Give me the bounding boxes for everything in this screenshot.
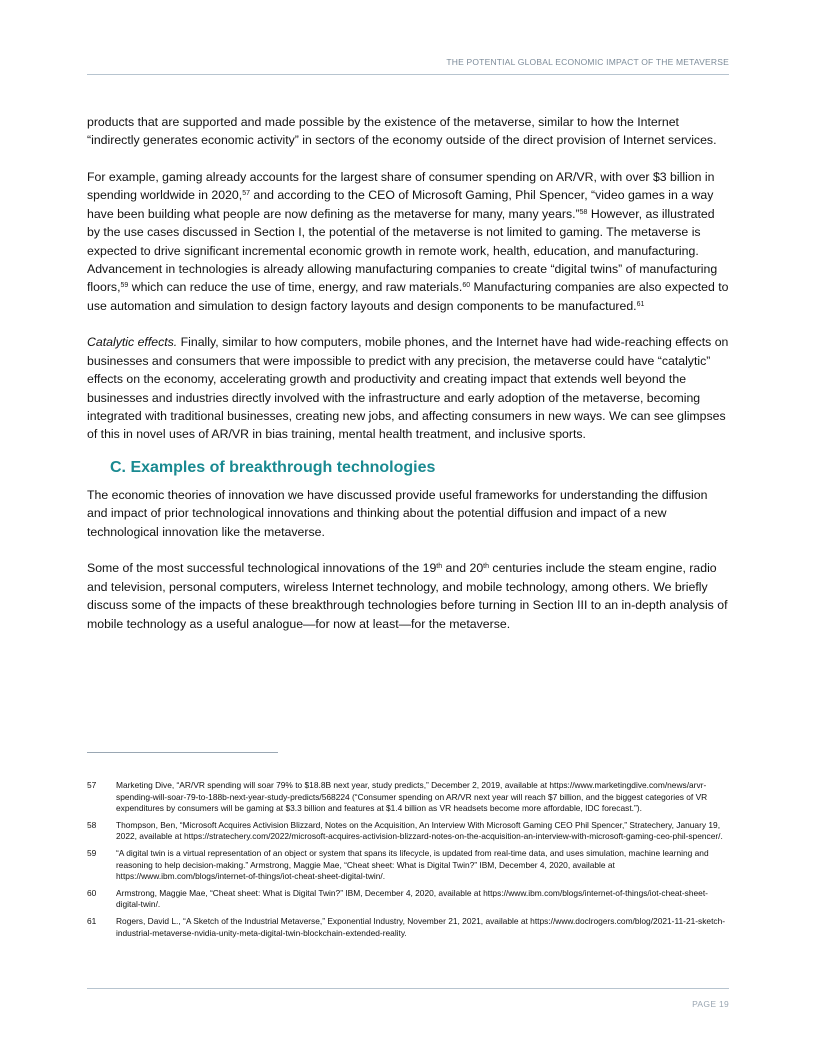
- paragraph-innovations-text-1: Some of the most successful technological innovations of the 19: [87, 561, 437, 576]
- footnote-58: [87, 820, 729, 843]
- footnote-number: 58: [87, 819, 97, 830]
- running-header: THE POTENTIAL GLOBAL ECONOMIC IMPACT OF THE METAVERSE: [446, 57, 729, 67]
- paragraph-gaming-text-3: However, as illustrated by the use cases discussed in Section I, the potential of the metaverse is not limited to gaming. The metaverse is expected to drive significant incremental economic growth in remote work, health, education, and manufacturing. Advancement in technologies is already allowing manufacturing companies to create “digital twins” of manufacturing floors,: [87, 206, 718, 295]
- paragraph-intro: [87, 113, 729, 150]
- paragraph-gaming-text-1: For example, gaming already accounts for the largest share of consumer spending on AR/VR, with over $3 billion in spending worldwide in 2020,: [87, 170, 715, 203]
- paragraph-gaming: [87, 168, 729, 315]
- footnote-ref-61[interactable]: 61: [636, 300, 645, 308]
- footnote-number: 60: [87, 887, 97, 898]
- paragraph-gaming-text-2: and according to the CEO of Microsoft Gaming, Phil Spencer, “video games in a way have been building what people are now defining as the metaverse for many, many years.”: [87, 188, 714, 221]
- paragraph-innovations: [87, 559, 729, 633]
- paragraph-catalytic-text: Finally, similar to how computers, mobile phones, and the Internet have had wide-reaching effects on businesses and consumers that were impossible to predict with any precision, the metaverse could have “catalytic” effects on the economy, accelerating growth and productivity and creating impact that extends well beyond the businesses and industries directly involved with the infrastructure and early adoption of the metaverse, becoming integrated with traditional businesses, creating new jobs, and affecting consumers in new ways. We can see glimpses of this in novel uses of AR/VR in bias training, mental health treatment, and inclusive sports.: [87, 335, 729, 442]
- paragraph-intro-text: products that are supported and made possible by the existence of the metaverse, similar to how the Internet “indirectly generates economic activity” in sectors of the economy outside of the direct provision of Internet services.: [87, 115, 717, 148]
- footnote-59: [87, 848, 729, 883]
- paragraph-innovations-text-3: centuries include the steam engine, radio and television, personal computers, wireless Internet technology, and mobile technology, among others. We briefly discuss some of the impacts of these breakthrough technologies before turning in Section III to an in-depth analysis of mobile technology as a useful analogue—for now at least—for the metaverse.: [87, 561, 728, 631]
- paragraph-innovations-text-2: and 20: [442, 561, 484, 576]
- header-divider: [87, 74, 729, 75]
- footnote-57: [87, 780, 729, 815]
- footnote-ref-57[interactable]: 57: [242, 190, 250, 198]
- paragraph-catalytic: [87, 333, 729, 443]
- footnote-number: 59: [87, 847, 97, 858]
- paragraph-theories: [87, 486, 729, 541]
- section-heading-c: C. Examples of breakthrough technologies: [110, 459, 436, 477]
- footnote-text: Rogers, David L., “A Sketch of the Industrial Metaverse,” Exponential Industry, November 21, 2021, available at https://www.doclrogers.com/blog/2021-11-21-sketch-industrial-metaverse-nvidia-unity-meta-digital-twin-blockchain-extended-reality.: [116, 915, 726, 938]
- paragraph-gaming-text-5: Manufacturing companies are also expected to use automation and simulation to design factory layouts and design components to be manufactured.: [87, 280, 729, 313]
- paragraph-gaming-text-4: which can reduce the use of time, energy, and raw materials.: [128, 280, 463, 295]
- footnote-ref-60[interactable]: 60: [462, 282, 471, 290]
- footnote-text: “A digital twin is a virtual representation of an object or system that spans its lifecycle, is updated from real-time data, and uses simulation, machine learning and reasoning to help decision-making.” Armstrong, Maggie Mae, “Cheat sheet: What is Digital Twin?” IBM, December 4, 2020, available at https://www.ibm.com/blogs/internet-of-things/iot-cheat-sheet-digital-twin/.: [116, 847, 709, 882]
- footnote-text: Armstrong, Maggie Mae, “Cheat sheet: What is Digital Twin?” IBM, December 4, 2020, available at https://www.ibm.com/blogs/internet-of-things/iot-cheat-sheet-digital-twin/.: [116, 887, 708, 910]
- footer-divider: [87, 988, 729, 989]
- footnote-divider: [87, 752, 278, 753]
- footnotes: [87, 780, 729, 944]
- ordinal-suffix-19th: th: [436, 563, 443, 571]
- paragraph-theories-text: The economic theories of innovation we have discussed provide useful frameworks for understanding the diffusion and impact of prior technological innovations and thinking about the potential diffusion and impact of a new technological innovation like the metaverse.: [87, 488, 708, 539]
- catalytic-lead-in: Catalytic effects.: [87, 335, 178, 350]
- footnote-61: [87, 916, 729, 939]
- footnote-text: Thompson, Ben, “Microsoft Acquires Activision Blizzard, Notes on the Acquisition, An Interview With Microsoft Gaming CEO Phil Spencer,” Stratechery, January 19, 2022, available at https://stratechery.com/2022/microsoft-acquires-activision-blizzard-notes-on-the-acquisition-an-interview-with-microsoft-gaming-ceo-phil-spencer/.: [116, 819, 723, 842]
- footnote-ref-58[interactable]: 58: [579, 208, 588, 216]
- footnote-number: 57: [87, 780, 97, 790]
- body-text: [87, 113, 729, 651]
- footnote-text: Marketing Dive, “AR/VR spending will soar 79% to $18.8B next year, study predicts,” December 2, 2019, available at https://www.marketingdive.com/news/arvr-spending-will-soar-79-to-188b-next-year-study-predicts/568224 (“Consumer spending on AR/VR next year will reach $7 billion, and the biggest categories of VR expenditures by consumers will be gaming at $3.3 billion and features at $1.4 billion as VR headsets become more affordable, IDC forecast.”).: [116, 780, 708, 814]
- ordinal-suffix-20th: th: [483, 563, 490, 571]
- footnote-60: [87, 888, 729, 911]
- footnote-ref-59[interactable]: 59: [120, 282, 129, 290]
- page-number: PAGE 19: [692, 999, 729, 1009]
- footnote-number: 61: [87, 915, 97, 926]
